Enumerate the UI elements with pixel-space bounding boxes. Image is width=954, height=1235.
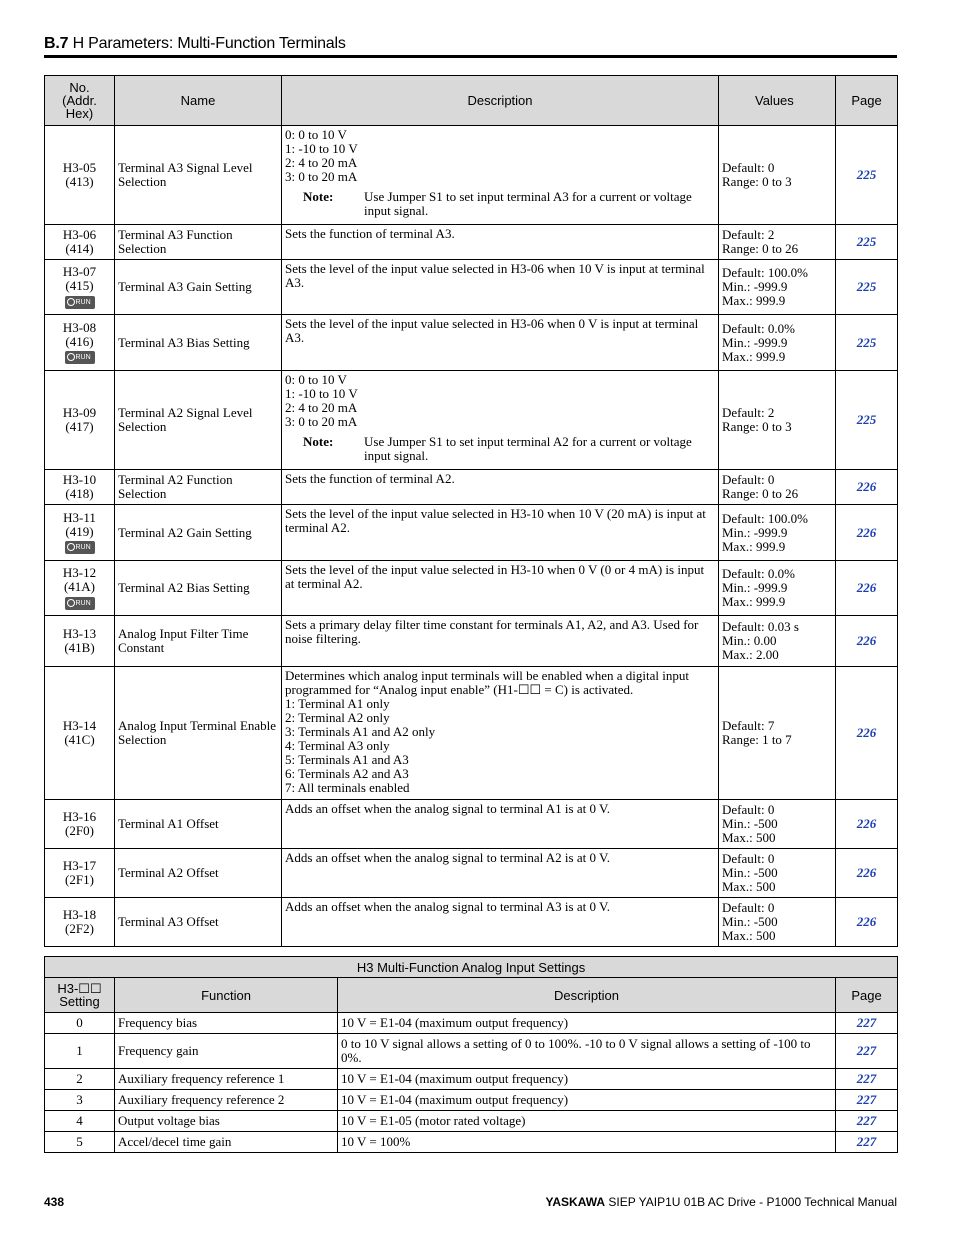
table-row bbox=[45, 616, 898, 667]
note-text: Use Jumper S1 to set input terminal A2 for a current or voltage input signal. bbox=[364, 434, 692, 463]
param-address: (2F0) bbox=[65, 823, 94, 838]
param-number-cell bbox=[45, 505, 115, 561]
footer-page-number: 438 bbox=[44, 1195, 65, 1209]
param-name: Terminal A3 Offset bbox=[115, 898, 282, 947]
param-address: (41A) bbox=[63, 579, 96, 595]
table-row bbox=[45, 1069, 898, 1090]
run-icon-label: RUN bbox=[75, 354, 91, 361]
table-row bbox=[45, 898, 898, 947]
page-link[interactable]: 227 bbox=[836, 1069, 898, 1090]
table-row bbox=[45, 1090, 898, 1111]
param-name: Terminal A3 Function Selection bbox=[115, 225, 282, 260]
param-values: Default: 2 Range: 0 to 26 bbox=[719, 225, 836, 260]
param-name: Analog Input Filter Time Constant bbox=[115, 616, 282, 667]
setting-value: 3 bbox=[45, 1090, 115, 1111]
table-row bbox=[45, 505, 898, 561]
param-name: Terminal A2 Function Selection bbox=[115, 470, 282, 505]
function-name: Auxiliary frequency reference 1 bbox=[115, 1069, 338, 1090]
param-number-cell bbox=[45, 800, 115, 849]
param-description: 0: 0 to 10 V 1: -10 to 10 V 2: 4 to 20 mA 3: 0 to 20 mA bbox=[285, 372, 358, 429]
param-name: Terminal A2 Gain Setting bbox=[115, 505, 282, 561]
footer-manual-text: SIEP YAIP1U 01B AC Drive - P1000 Technical Manual bbox=[608, 1195, 897, 1209]
param-description-cell bbox=[282, 616, 719, 667]
table-row bbox=[45, 371, 898, 470]
function-description: 10 V = E1-04 (maximum output frequency) bbox=[338, 1069, 836, 1090]
param-description-cell bbox=[282, 800, 719, 849]
param-values: Default: 0 Range: 0 to 3 bbox=[719, 126, 836, 225]
param-values: Default: 100.0% Min.: -999.9 Max.: 999.9 bbox=[719, 505, 836, 561]
param-description-cell bbox=[282, 667, 719, 800]
param-values: Default: 7 Range: 1 to 7 bbox=[719, 667, 836, 800]
function-description: 10 V = E1-04 (maximum output frequency) bbox=[338, 1013, 836, 1034]
param-number: H3-13 bbox=[62, 626, 97, 641]
page-link[interactable]: 227 bbox=[836, 1013, 898, 1034]
table-row bbox=[45, 849, 898, 898]
param-description: Adds an offset when the analog signal to terminal A3 is at 0 V. bbox=[285, 899, 610, 914]
param-number-cell bbox=[45, 225, 115, 260]
page-link[interactable]: 226 bbox=[836, 470, 898, 505]
param-number-cell bbox=[45, 470, 115, 505]
section-title-text: H Parameters: Multi-Function Terminals bbox=[72, 35, 346, 52]
param-number: H3-10 bbox=[62, 472, 97, 487]
param-description: Sets the level of the input value selected in H3-06 when 10 V is input at terminal A3. bbox=[285, 261, 705, 290]
table-row bbox=[45, 667, 898, 800]
param-address: (2F2) bbox=[65, 921, 94, 936]
page-link[interactable]: 226 bbox=[836, 561, 898, 616]
param-address: (415) bbox=[65, 278, 94, 294]
param-address: (419) bbox=[65, 523, 94, 539]
function-name: Frequency bias bbox=[115, 1013, 338, 1034]
function-description: 10 V = 100% bbox=[338, 1132, 836, 1153]
param-number: H3-06 bbox=[62, 227, 97, 242]
param-description-cell bbox=[282, 315, 719, 371]
param-values: Default: 0.03 s Min.: 0.00 Max.: 2.00 bbox=[719, 616, 836, 667]
function-name: Output voltage bias bbox=[115, 1111, 338, 1132]
param-description-cell bbox=[282, 849, 719, 898]
param-number: H3-14 bbox=[62, 718, 97, 733]
gear-icon bbox=[67, 599, 75, 607]
param-name: Terminal A2 Signal Level Selection bbox=[115, 371, 282, 470]
param-description-cell bbox=[282, 371, 719, 470]
param-description-cell bbox=[282, 126, 719, 225]
param-number: H3-08 bbox=[62, 319, 97, 335]
footer-manual-title bbox=[545, 1195, 897, 1209]
page-link[interactable]: 226 bbox=[836, 616, 898, 667]
param-number: H3-17 bbox=[62, 858, 97, 873]
header-no: No. (Addr. Hex) bbox=[45, 76, 115, 126]
note-text: Use Jumper S1 to set input terminal A3 for a current or voltage input signal. bbox=[364, 189, 692, 218]
param-values: Default: 0 Range: 0 to 26 bbox=[719, 470, 836, 505]
page-link[interactable]: 227 bbox=[836, 1132, 898, 1153]
setting-value: 5 bbox=[45, 1132, 115, 1153]
header-description-2: Description bbox=[338, 978, 836, 1013]
table-row bbox=[45, 1034, 898, 1069]
param-number-cell bbox=[45, 126, 115, 225]
table-row bbox=[45, 1132, 898, 1153]
table-row bbox=[45, 126, 898, 225]
param-description: 0: 0 to 10 V 1: -10 to 10 V 2: 4 to 20 mA 3: 0 to 20 mA bbox=[285, 127, 358, 184]
table-row bbox=[45, 225, 898, 260]
setting-value: 0 bbox=[45, 1013, 115, 1034]
header-page-2: Page bbox=[836, 978, 898, 1013]
param-number: H3-07 bbox=[62, 264, 97, 280]
section-number: B.7 bbox=[44, 35, 69, 52]
table-row bbox=[45, 315, 898, 371]
page-link[interactable]: 226 bbox=[836, 849, 898, 898]
header-setting: H3-☐☐ Setting bbox=[45, 978, 115, 1013]
parameter-table bbox=[44, 75, 898, 947]
function-name: Auxiliary frequency reference 2 bbox=[115, 1090, 338, 1111]
param-address: (2F1) bbox=[65, 872, 94, 887]
note bbox=[285, 190, 715, 218]
page-link[interactable]: 226 bbox=[836, 898, 898, 947]
function-name: Accel/decel time gain bbox=[115, 1132, 338, 1153]
run-icon-label: RUN bbox=[75, 599, 91, 607]
header-description: Description bbox=[282, 76, 719, 126]
run-icon bbox=[65, 351, 95, 364]
param-address: (414) bbox=[65, 241, 94, 256]
param-values: Default: 2 Range: 0 to 3 bbox=[719, 371, 836, 470]
param-description: Sets a primary delay filter time constant for terminals A1, A2, and A3. Used for noise filtering. bbox=[285, 617, 699, 646]
param-number-cell bbox=[45, 849, 115, 898]
param-address: (41B) bbox=[64, 640, 95, 655]
header-function: Function bbox=[115, 978, 338, 1013]
gear-icon bbox=[67, 543, 75, 551]
table-row bbox=[45, 561, 898, 616]
param-description: Sets the function of terminal A3. bbox=[285, 226, 455, 241]
settings-table-title: H3 Multi-Function Analog Input Settings bbox=[45, 957, 898, 978]
setting-value: 1 bbox=[45, 1034, 115, 1069]
param-number-cell bbox=[45, 898, 115, 947]
page-link[interactable]: 227 bbox=[836, 1034, 898, 1069]
param-values: Default: 0.0% Min.: -999.9 Max.: 999.9 bbox=[719, 561, 836, 616]
section-rule bbox=[44, 55, 897, 58]
param-address: (41C) bbox=[64, 732, 95, 747]
param-description: Adds an offset when the analog signal to terminal A1 is at 0 V. bbox=[285, 801, 610, 816]
note-label: Note: bbox=[303, 434, 334, 449]
page-link[interactable]: 225 bbox=[836, 315, 898, 371]
param-description: Sets the level of the input value selected in H3-10 when 10 V (20 mA) is input at terminal A2. bbox=[285, 506, 706, 535]
table-row bbox=[45, 1013, 898, 1034]
param-address: (416) bbox=[65, 333, 94, 349]
param-name: Terminal A3 Bias Setting bbox=[115, 315, 282, 371]
run-icon bbox=[65, 541, 95, 554]
page-link[interactable]: 227 bbox=[836, 1090, 898, 1111]
setting-value: 2 bbox=[45, 1069, 115, 1090]
header-values: Values bbox=[719, 76, 836, 126]
param-description: Adds an offset when the analog signal to terminal A2 is at 0 V. bbox=[285, 850, 610, 865]
table-row bbox=[45, 260, 898, 315]
footer-brand: YASKAWA bbox=[545, 1195, 606, 1209]
param-number-cell bbox=[45, 616, 115, 667]
param-description: Sets the level of the input value selected in H3-10 when 0 V (0 or 4 mA) is input at terminal A2. bbox=[285, 562, 705, 591]
header-name: Name bbox=[115, 76, 282, 126]
param-number-cell bbox=[45, 260, 115, 315]
param-address: (413) bbox=[65, 174, 94, 189]
param-description-cell bbox=[282, 470, 719, 505]
page-link[interactable]: 225 bbox=[836, 260, 898, 315]
param-values: Default: 0.0% Min.: -999.9 Max.: 999.9 bbox=[719, 315, 836, 371]
param-address: (418) bbox=[65, 486, 94, 501]
param-name: Terminal A2 Bias Setting bbox=[115, 561, 282, 616]
note-label: Note: bbox=[303, 189, 334, 204]
header-page: Page bbox=[836, 76, 898, 126]
analog-input-settings-table bbox=[44, 956, 898, 1153]
param-name: Terminal A1 Offset bbox=[115, 800, 282, 849]
function-name: Frequency gain bbox=[115, 1034, 338, 1069]
param-name: Terminal A3 Signal Level Selection bbox=[115, 126, 282, 225]
param-description: Determines which analog input terminals will be enabled when a digital input programmed for “Analog input enable” (H1-☐☐ = C) is activated. 1: Terminal A1 only 2: Terminal A2 only 3: Terminals A1 and A2 only 4: Terminal A3 only 5: Terminals A1 and A3 6: Terminals A2 and A3 7: All terminals enabled bbox=[285, 668, 689, 795]
param-number-cell bbox=[45, 315, 115, 371]
param-values: Default: 0 Min.: -500 Max.: 500 bbox=[719, 898, 836, 947]
page-link[interactable]: 225 bbox=[836, 225, 898, 260]
page-link[interactable]: 227 bbox=[836, 1111, 898, 1132]
param-values: Default: 100.0% Min.: -999.9 Max.: 999.9 bbox=[719, 260, 836, 315]
param-description-cell bbox=[282, 561, 719, 616]
param-name: Analog Input Terminal Enable Selection bbox=[115, 667, 282, 800]
param-address: (417) bbox=[65, 419, 94, 434]
param-name: Terminal A2 Offset bbox=[115, 849, 282, 898]
table-row bbox=[45, 1111, 898, 1132]
run-icon-label: RUN bbox=[75, 298, 91, 306]
param-number: H3-11 bbox=[63, 509, 96, 525]
param-values: Default: 0 Min.: -500 Max.: 500 bbox=[719, 800, 836, 849]
param-description: Sets the level of the input value selected in H3-06 when 0 V is input at terminal A3. bbox=[285, 316, 699, 345]
function-description: 0 to 10 V signal allows a setting of 0 to 100%. -10 to 0 V signal allows a setting of -100 to 0%. bbox=[338, 1034, 836, 1069]
note bbox=[285, 435, 715, 463]
gear-icon bbox=[67, 353, 75, 361]
function-description: 10 V = E1-04 (maximum output frequency) bbox=[338, 1090, 836, 1111]
param-number-cell bbox=[45, 561, 115, 616]
param-values: Default: 0 Min.: -500 Max.: 500 bbox=[719, 849, 836, 898]
param-description-cell bbox=[282, 260, 719, 315]
page-link[interactable]: 226 bbox=[836, 505, 898, 561]
gear-icon bbox=[67, 298, 75, 306]
param-number-cell bbox=[45, 667, 115, 800]
param-number: H3-09 bbox=[62, 405, 97, 420]
param-number: H3-05 bbox=[62, 160, 97, 175]
param-description-cell bbox=[282, 898, 719, 947]
param-number: H3-16 bbox=[62, 809, 97, 824]
param-description-cell bbox=[282, 225, 719, 260]
table-row bbox=[45, 800, 898, 849]
page-link[interactable]: 225 bbox=[836, 126, 898, 225]
param-description-cell bbox=[282, 505, 719, 561]
param-number-cell bbox=[45, 371, 115, 470]
run-icon bbox=[65, 296, 95, 309]
param-name: Terminal A3 Gain Setting bbox=[115, 260, 282, 315]
page-link[interactable]: 226 bbox=[836, 800, 898, 849]
page-link[interactable]: 225 bbox=[836, 371, 898, 470]
setting-value: 4 bbox=[45, 1111, 115, 1132]
param-number: H3-12 bbox=[62, 565, 97, 581]
page-link[interactable]: 226 bbox=[836, 667, 898, 800]
param-description: Sets the function of terminal A2. bbox=[285, 471, 455, 486]
param-number: H3-18 bbox=[62, 907, 97, 922]
function-description: 10 V = E1-05 (motor rated voltage) bbox=[338, 1111, 836, 1132]
run-icon-label: RUN bbox=[75, 544, 91, 551]
section-title bbox=[44, 35, 346, 53]
run-icon bbox=[65, 597, 95, 610]
table-row bbox=[45, 470, 898, 505]
